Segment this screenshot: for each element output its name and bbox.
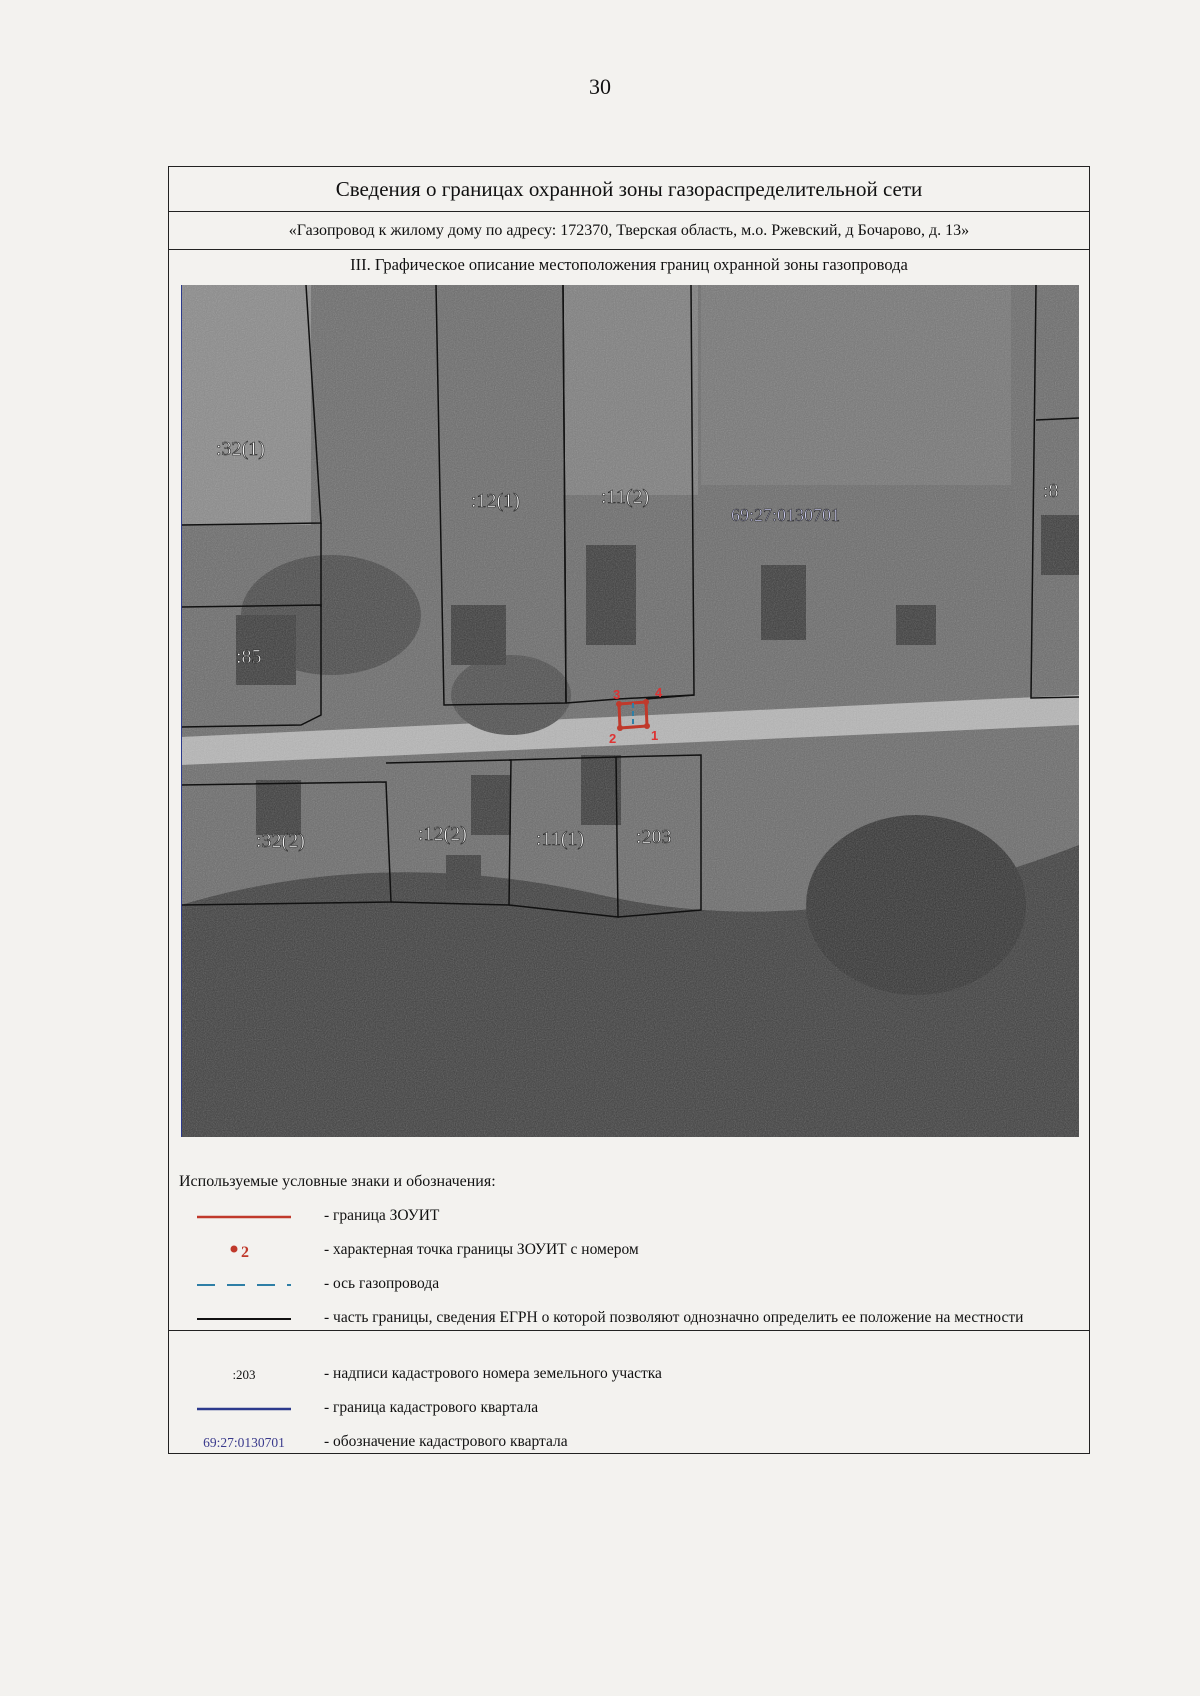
parcel-label-symbol [179,1363,309,1387]
map-canvas [181,285,1079,1137]
legend-point-number: 2 [241,1244,249,1261]
zouit-point [617,725,623,731]
quarter-label-symbol [179,1431,309,1455]
zouit-point-label: 4 [655,685,663,700]
parcel-label: :8 [1043,480,1059,502]
zouit-point [643,699,649,705]
zouit-point-label: 1 [651,728,659,743]
gas-axis-symbol [179,1273,309,1297]
parcel-label: :12(1) [471,490,520,512]
legend-text: - часть границы, сведения ЕГРН о которой позволяют однозначно определить ее положение на местности [324,1309,1024,1326]
legend-title: Используемые условные знаки и обозначения: [179,1173,496,1190]
legend-parcel-sample: :203 [232,1367,256,1382]
parcel-label: :12(2) [418,823,467,845]
legend-text: - надписи кадастрового номера земельного участка [324,1365,662,1382]
legend-text: - обозначение кадастрового квартала [324,1433,568,1450]
parcel-label: :85 [236,646,262,668]
zouit-point [644,723,650,729]
section-title: III. Графическое описание местоположения границ охранной зоны газопровода [350,255,908,274]
zouit-point-label: 2 [609,731,617,746]
zouit-point-symbol [179,1239,309,1263]
aerial-map [181,285,1079,1137]
parcel-boundary-symbol [179,1307,309,1331]
zouit-boundary-symbol [179,1205,309,1229]
imagery-texture [181,285,1079,1137]
document-frame [168,166,1090,1454]
legend-text: - ось газопровода [324,1275,440,1292]
parcel-label: :203 [636,826,672,848]
quarter-boundary-symbol [179,1397,309,1421]
parcel-label: :11(1) [536,828,585,850]
zouit-point-label: 3 [613,687,621,702]
legend-text: - граница ЗОУИТ [324,1207,440,1224]
parcel-label: :32(2) [256,830,305,852]
graphic-description-section [169,250,1089,1331]
document-title: Сведения о границах охранной зоны газораспределительной сети [169,167,1089,212]
legend-text: - граница кадастрового квартала [324,1399,539,1416]
parcel-label: :11(2) [601,486,650,508]
parcel-label: :32(1) [216,438,265,460]
quarter-label: 69:27:0130701 [731,505,841,525]
object-name: «Газопровод к жилому дому по адресу: 172370, Тверская область, м.о. Ржевский, д Бочарово, д. 13» [169,212,1089,250]
legend-quarter-sample: 69:27:0130701 [203,1435,285,1450]
legend-text: - характерная точка границы ЗОУИТ с номером [324,1241,639,1258]
page-number: 30 [589,74,611,99]
